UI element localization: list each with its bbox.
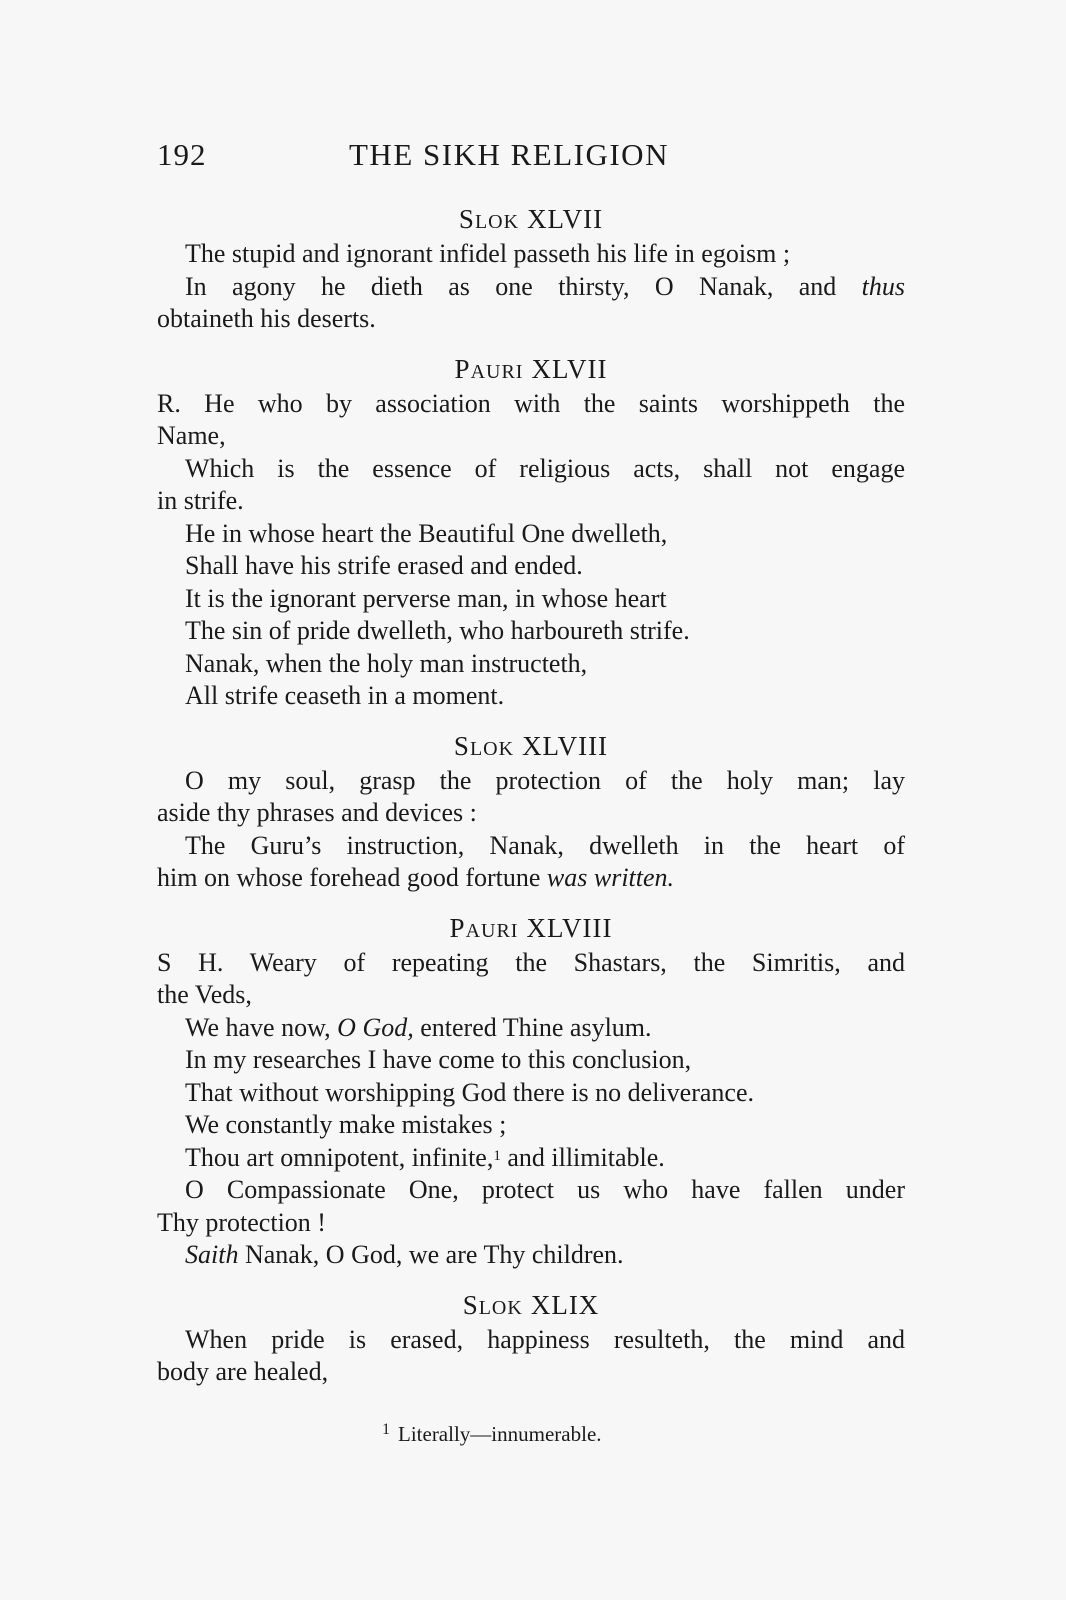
verse-line: body are healed, — [157, 1357, 329, 1386]
verse-line: All strife ceaseth in a moment. — [185, 681, 505, 710]
verse-line: O my soul, grasp the protection of the holy man; lay — [185, 765, 905, 795]
page-number: 192 — [157, 137, 207, 172]
verse-line: aside thy phrases and devices : — [157, 798, 477, 827]
verse-line: In agony he dieth as one thirsty, O Nanak, and thus — [185, 271, 906, 301]
heading-pauri-xlvii: PAURI XLVII — [454, 353, 608, 384]
verse-line: When pride is erased, happiness resulteth, the mind and — [185, 1324, 905, 1354]
running-head — [157, 137, 897, 177]
verse-line: It is the ignorant perverse man, in whose heart — [185, 583, 667, 613]
verse-line: Which is the essence of religious acts, shall not engage — [185, 453, 905, 483]
running-title: THE SIKH RELIGION — [349, 137, 669, 172]
verse-line: Thou art omnipotent, infinite,$^1$ and illimitable. — [185, 1142, 665, 1172]
heading-slok-xlviii: SLOK XLVIII — [453, 730, 609, 761]
page-body — [157, 200, 905, 1389]
verse-line: He in whose heart the Beautiful One dwelleth, — [185, 518, 668, 548]
verse-line: him on whose forehead good fortune was written. — [157, 863, 675, 892]
verse-line: Thy protection ! — [157, 1207, 326, 1237]
verse-line: That without worshipping God there is no deliverance. — [185, 1077, 754, 1107]
footnote — [382, 1422, 602, 1447]
verse-line: Saith Nanak, O God, we are Thy children. — [185, 1240, 624, 1269]
footnote-mark: 1 — [382, 1421, 390, 1438]
verse-line: We constantly make mistakes ; — [185, 1110, 507, 1139]
verse-line: The stupid and ignorant infidel passeth his life in egoism ; — [185, 239, 791, 268]
footnote-text: Literally—innumerable. — [398, 1422, 602, 1446]
verse-line: The Guru’s instruction, Nanak, dwelleth in the heart of — [185, 830, 905, 860]
verse-line: In my researches I have come to this conclusion, — [185, 1045, 692, 1074]
verse-line: R. He who by association with the saints worshippeth the — [157, 388, 905, 418]
verse-line: the Veds, — [157, 980, 252, 1009]
verse-line: in strife. — [157, 486, 244, 515]
verse-line: Name, — [157, 421, 226, 450]
heading-slok-xlvii: SLOK XLVII — [458, 204, 604, 234]
verse-line: S H. Weary of repeating the Shastars, the Simritis, and — [157, 947, 905, 977]
footnote-reference: 1 — [493, 1147, 501, 1164]
verse-line: Nanak, when the holy man instructeth, — [185, 648, 588, 678]
verse-line: Shall have his strife erased and ended. — [185, 551, 583, 580]
heading-slok-xlix: SLOK XLIX — [462, 1289, 600, 1320]
verse-line: O Compassionate One, protect us who have fallen under — [185, 1175, 905, 1204]
verse-line: We have now, O God, entered Thine asylum. — [185, 1012, 652, 1042]
heading-pauri-xlviii: PAURI XLVIII — [449, 912, 613, 943]
verse-line: obtaineth his deserts. — [157, 304, 376, 333]
verse-line: The sin of pride dwelleth, who harboureth strife. — [185, 616, 690, 645]
